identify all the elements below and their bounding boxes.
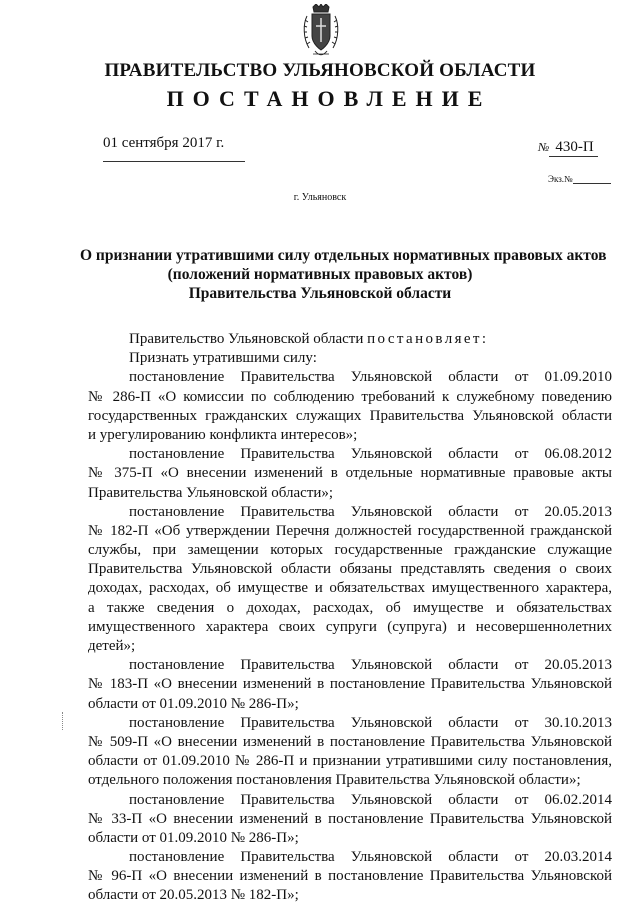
document-body [88,330,612,906]
paragraph-line: постановление Правительства Ульяновской области от 01.09.2010 [129,369,612,386]
paragraph-line: государственных гражданских служащих Правительства Ульяновской области [88,407,612,424]
paragraph-line: и урегулированию конфликта интересов»; [88,426,358,443]
paragraph-line: Правительства Ульяновской области»; [88,484,334,501]
paragraph-line: отдельного положения постановления Правительства Ульяновской области»; [88,772,581,789]
paragraph-line: постановление Правительства Ульяновской области от 30.10.2013 [129,714,612,731]
paragraph-line: № 286-П «О комиссии по соблюдению требований к служебному поведению [88,388,612,405]
title-line: Правительства Ульяновской области [188,285,452,302]
document-date: 01 сентября 2017 г. [103,135,225,151]
paragraph-line: детей»; [88,638,136,654]
paragraph-line: № 182-П «Об утверждении Перечня должностей государственной гражданской [88,522,612,539]
paragraph-line: области от 20.05.2013 № 182-П»; [88,887,299,904]
paragraph-line: постановление Правительства Ульяновской области от 20.03.2014 [129,849,612,866]
paragraph-line: постановление Правительства Ульяновской области от 20.05.2013 [129,503,612,520]
title-line: (положений нормативных правовых актов) [167,266,473,283]
paragraph-line: № 33-П «О внесении изменений в постановление Правительства Ульяновской [88,810,612,827]
city-name: г. Ульяновск [293,192,347,203]
copy-label: Экз.№ [548,174,573,184]
intro-line [88,330,612,349]
paragraph-line: № 183-П «О внесении изменений в постановление Правительства Ульяновской [88,676,612,693]
paragraph-line: № 509-П «О внесении изменений в постановление Правительства Ульяновской [88,733,612,750]
document-number: 430-П [549,139,597,157]
margin-mark [62,712,63,730]
coat-of-arms-emblem [303,4,339,58]
number-prefix: № [538,140,550,154]
intro-text: Правительство Ульяновской области [129,331,364,347]
paragraph-line: постановление Правительства Ульяновской области от 20.05.2013 [129,657,612,674]
paragraph-line: области от 01.09.2010 № 286-П»; [88,829,299,846]
date-underline [103,161,245,162]
paragraph-line: а также сведения о доходах, расходах, об имуществе и обязательствах [88,599,612,616]
intro-spaced-word: постановляет: [367,331,489,347]
title-line: О признании утратившими силу отдельных нормативных правовых актов [80,247,607,264]
document-type: ПОСТАНОВЛЕНИЕ [166,86,492,111]
copy-number-field [548,174,611,184]
copy-number-blank [573,183,611,184]
document-title [80,246,607,303]
document-number-block [538,139,598,157]
paragraph-line: службы, при замещении которых государственные гражданские служащие [88,542,612,559]
paragraph-line: имущественного характера своих супруги (супруга) и несовершеннолетних [88,618,612,635]
paragraph-line: постановление Правительства Ульяновской области от 06.08.2012 [129,446,612,463]
paragraph-line: области от 01.09.2010 № 286-П и признании утратившими силу постановления, [88,753,612,770]
paragraph-line: № 96-П «О внесении изменений в постановление Правительства Ульяновской [88,868,612,885]
paragraph-line: Правительства Ульяновской области обязаны представлять сведения о своих [88,561,612,578]
recognize-line: Признать утратившими силу: [129,350,317,367]
paragraph-line: № 375-П «О внесении изменений в отдельные нормативные правовые акты [88,465,612,482]
organization-name: ПРАВИТЕЛЬСТВО УЛЬЯНОВСКОЙ ОБЛАСТИ [104,60,536,81]
paragraph-line: постановление Правительства Ульяновской области от 06.02.2014 [129,791,612,808]
paragraph-line: доходах, расходах, об имуществе и обязательствах имущественного характера, [88,580,612,597]
paragraph-line: области от 01.09.2010 № 286-П»; [88,695,299,712]
